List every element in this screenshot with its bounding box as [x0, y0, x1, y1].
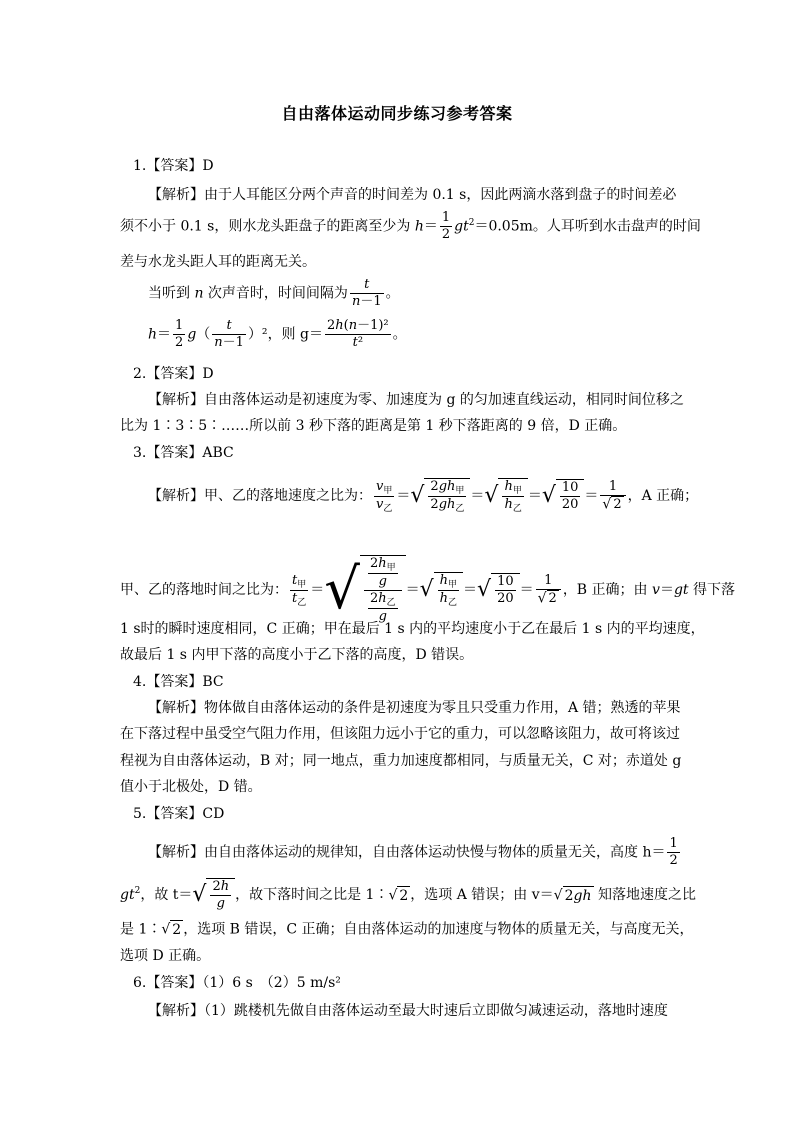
q5-half-fraction: $\frac{1}{2}$: [669, 836, 678, 868]
q5-analysis-line3: 是 1∶√ 2 ，选项 B 错误，C 正确；自由落体运动的加速度与物体的质量无关，与高度无关，: [120, 921, 694, 938]
q3-analysis-line3: 1 s时的瞬时速度相同，C 正确；甲在最后 1 s 内的平均速度小于乙在最后 1 s 内的平均速度，: [120, 621, 705, 637]
q5-answer-line: [133, 805, 224, 823]
q1-text2b: ＝0.05m。人耳听到水击盘声的时间: [474, 218, 701, 235]
q2-answer-line: [133, 365, 214, 383]
q5-text3a: 是 1∶: [120, 921, 162, 938]
q6-analysis-line1: [148, 1002, 668, 1020]
q6-answer-line: [133, 974, 341, 992]
q1-answer-label: 【答案】: [146, 158, 203, 174]
q1-text2a: 须不小于 0.1 s，则水龙头距盘子的距离至少为: [120, 218, 415, 235]
q1-text5c: ，则 g＝: [267, 326, 323, 343]
q3-text2c: 得下落: [688, 582, 735, 598]
q2-answer: D: [202, 366, 214, 382]
q2-number: 2.: [133, 366, 147, 382]
q1-half-fraction: $\frac{1}{2}$: [441, 210, 451, 242]
q6-number: 6.: [133, 975, 147, 991]
q1-half-fraction-2: $\frac{1}{2}$: [175, 318, 184, 350]
q3-answer: ABC: [202, 445, 234, 461]
q1-analysis-label: 【解析】: [148, 187, 204, 203]
q4-number: 4.: [133, 674, 147, 690]
q5-text2c: ，选项 A 错误；由 v＝: [410, 887, 554, 903]
q1-analysis-line5: h＝ $\frac{1}{2}$ g（ $\frac{t}{n-1}$ ）²，则 g＝ $\frac{\text{2h(n－1)²}}{\text{t²}}$ 。: [148, 318, 407, 350]
q5-text2a: ，故 t＝: [140, 887, 193, 903]
q3-answer-label: 【答案】: [146, 445, 203, 461]
q4-answer-label: 【答案】: [146, 674, 203, 690]
q4-analysis-line3: 程视为自由落体运动，B 对；同一地点，重力加速度都相同，与质量无关，C 对；赤道处 g: [120, 753, 682, 769]
q3-text2b: ，B 正确；由: [562, 582, 653, 598]
page-title: 自由落体运动同步练习参考答案: [281, 104, 513, 123]
q2-text1: 自由落体运动是初速度为零、加速度为 g 的匀加速直线运动，相同时间位移之: [204, 392, 684, 408]
q4-analysis-line4: 值小于北极处，D 错。: [120, 779, 262, 795]
q2-analysis-label: 【解析】: [148, 392, 204, 408]
q6-analysis-label: 【解析】: [148, 1003, 204, 1019]
q5-analysis-line4: 选项 D 正确。: [120, 948, 211, 964]
q4-answer-line: [133, 673, 224, 691]
q1-text1: 由于人耳能区分两个声音的时间差为 0.1 s，因此两滴水落到盘子的时间差必: [204, 187, 677, 203]
q1-number: 1.: [133, 158, 147, 174]
q5-text2b: ，故下落时间之比是 1∶: [235, 887, 389, 903]
q5-text3b: ，选项 B 错误，C 正确；自由落体运动的加速度与物体的质量无关，与高度无关，: [183, 921, 694, 938]
q1-analysis-line2: 须不小于 0.1 s，则水龙头距盘子的距离至少为 h＝ $\frac{1}{2}$ $gt^2=0.05m$。人耳听到水击盘声的时间: [120, 210, 701, 242]
q1-answer: D: [202, 158, 214, 174]
q1-interval-fraction: $\frac{t}{n-1}$: [351, 277, 382, 309]
q3-analysis-label: 【解析】: [148, 488, 204, 504]
q5-answer-label: 【答案】: [146, 806, 203, 822]
q2-analysis-line2: 比为 1∶3∶5∶……所以前 3 秒下落的距离是第 1 秒下落距离的 9 倍，D 正确。: [120, 418, 627, 434]
q3-text1a: 甲、乙的落地速度之比为：: [204, 488, 372, 504]
q4-answer: BC: [202, 674, 224, 690]
q3-text2a: 甲、乙的落地时间之比为：: [120, 582, 288, 598]
q5-number: 5.: [133, 806, 147, 822]
q5-text2d: 知落地速度之比: [593, 887, 696, 903]
q6-answer-label: 【答案】: [146, 975, 203, 991]
q1-answer-line: [133, 157, 214, 175]
q3-answer-line: [133, 444, 234, 462]
q2-answer-label: 【答案】: [146, 366, 203, 382]
q1-analysis-line3: 差与水龙头距人耳的距离无关。: [120, 254, 316, 270]
q4-analysis-line1: [148, 699, 681, 717]
q3-analysis-line1: 【解析】甲、乙的落地速度之比为： $\frac{v_甲}{v_乙}$ ＝√ $\frac{2gh_甲}{2gh_乙}$ ＝√ $\frac{h_甲}{h_乙}$ ＝√ $\frac{10}{20}$ ＝ $\frac{1}{√ 2}$ ，A 正确；: [148, 478, 699, 514]
q3-analysis-line2: 甲、乙的落地时间之比为： $\frac{t_甲}{t_乙}$ ＝√ $\frac{\frac{2h_甲}{g}}{\frac{2h_乙}{g}}$ ＝√ $\frac{h_甲}{h_乙}$ ＝√ $\frac{10}{20}$ ＝ $\frac{1}{√ 2}$ ，B 正确；由 v＝gt 得下落: [120, 556, 735, 624]
q5-analysis-label: 【解析】: [148, 844, 204, 861]
q5-answer: CD: [202, 806, 225, 822]
q3-text1b: ，A 正确；: [627, 488, 699, 504]
q1-t-over-n-fraction: $\frac{t}{n-1}$: [214, 318, 244, 350]
q4-text1: 物体做自由落体运动的条件是初速度为零且只受重力作用，A 错；熟透的苹果: [204, 700, 681, 716]
q3-analysis-line4: 故最后 1 s 内甲下落的高度小于乙下落的高度，D 错误。: [120, 647, 474, 663]
q5-analysis-line2: $gt^2$，故 t＝√ $\frac{2h}{g}$ ，故下落时间之比是 1∶√ 2 ，选项 A 错误；由 v＝√ 2gh 知落地速度之比: [120, 879, 696, 911]
q2-analysis-line1: [148, 391, 684, 409]
q5-text1: 由自由落体运动的规律知，自由落体运动快慢与物体的质量无关，高度 h＝: [204, 844, 666, 861]
q6-text1: （1）跳楼机先做自由落体运动至最大时速后立即做匀减速运动，落地时速度: [204, 1003, 668, 1019]
q1-analysis-line4: 当听到 n 次声音时，时间间隔为 $\frac{t}{n-1}$ 。: [148, 277, 400, 309]
q4-analysis-line2: 在下落过程中虽受空气阻力作用，但该阻力远小于它的重力，可以忽略该阻力，故可将该过: [120, 726, 680, 742]
q1-analysis-line1: [148, 186, 676, 204]
q6-answer: （1）6 s （2）5 m/s²: [202, 975, 341, 991]
q3-number: 3.: [133, 445, 147, 461]
q1-text4b: 次声音时，时间间隔为: [203, 285, 348, 302]
q1-text4a: 当听到: [148, 285, 195, 302]
q5-analysis-line1: [148, 836, 682, 869]
q1-g-fraction: $\frac{\text{2h(n－1)²}}{\text{t²}}$: [326, 318, 389, 350]
q4-analysis-label: 【解析】: [148, 700, 204, 716]
